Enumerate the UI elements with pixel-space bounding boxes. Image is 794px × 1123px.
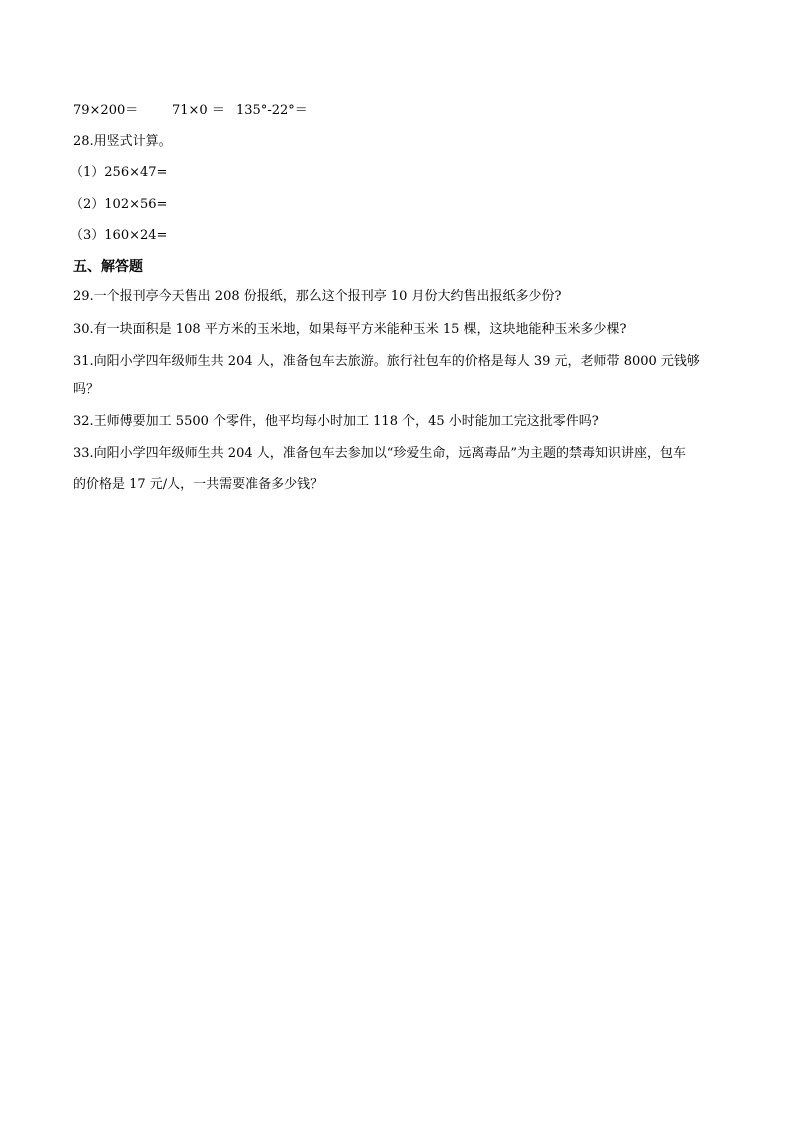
calc-item: 135°-22°＝ — [236, 103, 308, 118]
question-33-line-1: 33.向阳小学四年级师生共 204 人，准备包车去参加以“珍爱生命，远离毒品”为主题的禁毒知识讲座，包车 — [73, 446, 687, 461]
question-28-part: （3）160×24= — [70, 228, 168, 243]
question-28-part: （2）102×56= — [70, 197, 168, 212]
question-33-line-2: 的价格是 17 元/人，一共需要准备多少钱？ — [73, 477, 324, 492]
question-29: 29.一个报刊亭今天售出 208 份报纸，那么这个报刊亭 10 月份大约售出报纸多少份? — [73, 289, 562, 304]
calc-item: 79×200＝ — [73, 103, 139, 118]
question-31-line-2: 吗？ — [73, 382, 100, 397]
section-heading: 五、解答题 — [73, 259, 143, 275]
oral-calculation-row — [73, 102, 733, 120]
question-28-title: 28.用竖式计算。 — [73, 134, 172, 149]
calc-item: 71×0 ＝ — [172, 103, 225, 118]
question-31-line-1: 31.向阳小学四年级师生共 204 人，准备包车去旅游。旅行社包车的价格是每人 39 元，老师带 8000 元钱够 — [73, 354, 700, 369]
question-28-part: （1）256×47= — [70, 165, 168, 180]
question-32: 32.王师傅要加工 5500 个零件，他平均每小时加工 118 个，45 小时能加工完这批零件吗? — [73, 414, 599, 429]
question-30: 30.有一块面积是 108 平方米的玉米地，如果每平方米能种玉米 15 棵，这块地能种玉米多少棵? — [73, 322, 627, 337]
